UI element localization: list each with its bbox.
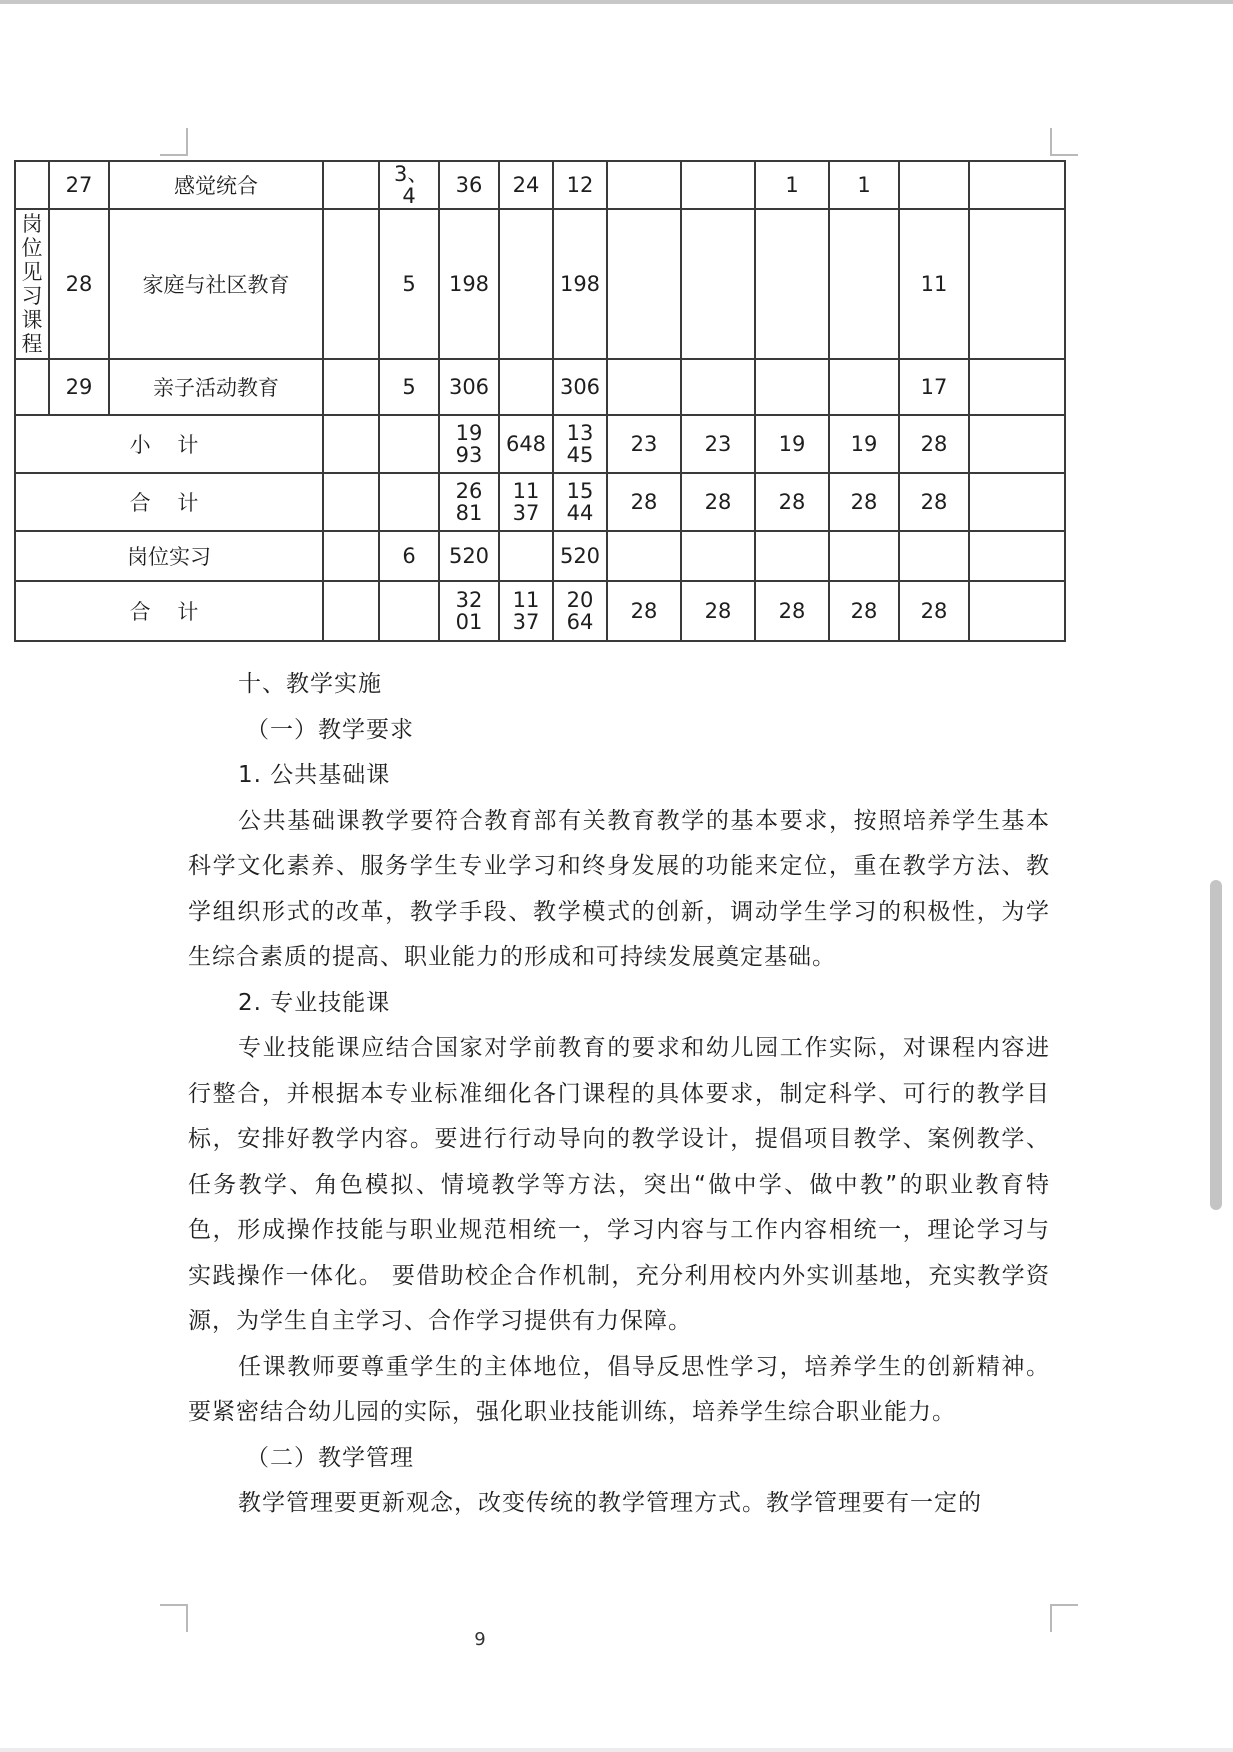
total-label: 合 计 [15,473,323,531]
theory-hours: 648 [499,415,553,473]
grand-total-label: 合 计 [15,581,323,641]
blank-cell [323,581,379,641]
grand-total-row [15,581,1065,641]
theory-hours: 24 [499,161,553,209]
semester-4: 19 [829,415,899,473]
subtotal-row [15,415,1065,473]
total-hours: 2681 [439,473,499,531]
term-cell [379,581,439,641]
semester-2 [681,209,755,359]
theory-hours: 1137 [499,581,553,641]
semester-3 [755,531,829,581]
semester-5 [899,531,969,581]
internship-label: 岗位实习 [15,531,323,581]
practice-hours: 520 [553,531,607,581]
blank-cell [323,415,379,473]
semester-2 [681,161,755,209]
margin-mark-bottom-right [1050,1604,1078,1632]
subsection-heading-management: （二）教学管理 [246,1444,414,1471]
course-hours-table [14,160,1066,642]
semester-1 [607,209,681,359]
practice-hours: 2064 [553,581,607,641]
practice-hours: 1345 [553,415,607,473]
total-hours: 1993 [439,415,499,473]
semester-1 [607,531,681,581]
semester-3: 28 [755,581,829,641]
theory-hours [499,359,553,415]
semester-4: 1 [829,161,899,209]
semester-5: 28 [899,415,969,473]
total-hours: 198 [439,209,499,359]
semester-6 [969,473,1065,531]
course-name: 家庭与社区教育 [109,209,323,359]
practice-hours: 306 [553,359,607,415]
semester-5: 11 [899,209,969,359]
course-name: 亲子活动教育 [109,359,323,415]
theory-hours: 1137 [499,473,553,531]
paragraph-skill-courses: 专业技能课应结合国家对学前教育的要求和幼儿园工作实际，对课程内容进行整合，并根据本专业标准细化各门课程的具体要求，制定科学、可行的教学目标，安排好教学内容。要进行行动导向的教学设计，提倡项目教学、案例教学、任务教学、角色模拟、情境教学等方法，突出“做中学、做中教”的职业教育特色，形成操作技能与职业规范相统一，学习内容与工作内容相统一，理论学习与实践操作一体化。 要借助校企合作机制，充分利用校内外实训基地，充实教学资源，为学生自主学习、合作学习提供有力保障。 [188,1035,1050,1334]
subtotal-label: 小 计 [15,415,323,473]
paragraph-management: 教学管理要更新观念，改变传统的教学管理方式。教学管理要有一定的 [238,1490,982,1516]
table-row [15,209,1065,359]
document-body [188,662,1050,1527]
category-cell: 岗位见习课程 [15,209,49,359]
term-cell: 5 [379,359,439,415]
semester-3 [755,209,829,359]
semester-6 [969,209,1065,359]
theory-hours [499,531,553,581]
blank-cell [323,531,379,581]
semester-1: 28 [607,473,681,531]
term-cell [379,473,439,531]
semester-5: 17 [899,359,969,415]
document-page [0,4,1233,1748]
margin-mark-bottom-left [160,1604,188,1632]
practice-hours: 1544 [553,473,607,531]
total-hours: 520 [439,531,499,581]
blank-cell [323,161,379,209]
term-cell [379,415,439,473]
term-cell: 5 [379,209,439,359]
semester-6 [969,581,1065,641]
category-cell [15,161,49,209]
table-row [15,161,1065,209]
semester-2 [681,531,755,581]
margin-mark-top-right [1050,128,1078,156]
internship-row [15,531,1065,581]
margin-mark-top-left [160,128,188,156]
semester-1 [607,161,681,209]
subsection-heading-requirements: （一）教学要求 [246,716,414,743]
semester-5: 28 [899,473,969,531]
semester-2: 28 [681,581,755,641]
theory-hours [499,209,553,359]
semester-3: 19 [755,415,829,473]
total-hours: 3201 [439,581,499,641]
semester-6 [969,161,1065,209]
term-cell: 3、4 [379,161,439,209]
semester-6 [969,359,1065,415]
blank-cell [323,473,379,531]
page-number: 9 [474,1629,486,1650]
item-heading-public-courses: 1. 公共基础课 [238,762,391,788]
semester-2: 23 [681,415,755,473]
term-cell: 6 [379,531,439,581]
course-number: 28 [49,209,109,359]
semester-3 [755,359,829,415]
semester-6 [969,415,1065,473]
paragraph-public-courses: 公共基础课教学要符合教育部有关教育教学的基本要求，按照培养学生基本科学文化素养、服务学生专业学习和终身发展的功能来定位，重在教学方法、教学组织形式的改革，教学手段、教学模式的创新，调动学生学习的积极性，为学生综合素质的提高、职业能力的形成和可持续发展奠定基础。 [188,807,1050,970]
vertical-scrollbar[interactable] [1210,880,1222,1210]
semester-4: 28 [829,581,899,641]
semester-2 [681,359,755,415]
total-hours: 306 [439,359,499,415]
semester-5: 28 [899,581,969,641]
practice-hours: 198 [553,209,607,359]
semester-4 [829,209,899,359]
total-hours: 36 [439,161,499,209]
table-row [15,359,1065,415]
blank-cell [323,359,379,415]
semester-2: 28 [681,473,755,531]
paragraph-teacher-role: 任课教师要尊重学生的主体地位，倡导反思性学习，培养学生的创新精神。要紧密结合幼儿园的实际，强化职业技能训练，培养学生综合职业能力。 [188,1353,1050,1425]
semester-4: 28 [829,473,899,531]
category-cell [15,359,49,415]
semester-6 [969,531,1065,581]
semester-1: 23 [607,415,681,473]
semester-5 [899,161,969,209]
course-name: 感觉统合 [109,161,323,209]
course-number: 27 [49,161,109,209]
practice-hours: 12 [553,161,607,209]
semester-1 [607,359,681,415]
semester-4 [829,359,899,415]
section-heading: 十、教学实施 [238,671,382,697]
total-row [15,473,1065,531]
item-heading-skill-courses: 2. 专业技能课 [238,989,391,1016]
semester-1: 28 [607,581,681,641]
semester-4 [829,531,899,581]
semester-3: 28 [755,473,829,531]
semester-3: 1 [755,161,829,209]
course-number: 29 [49,359,109,415]
blank-cell [323,209,379,359]
